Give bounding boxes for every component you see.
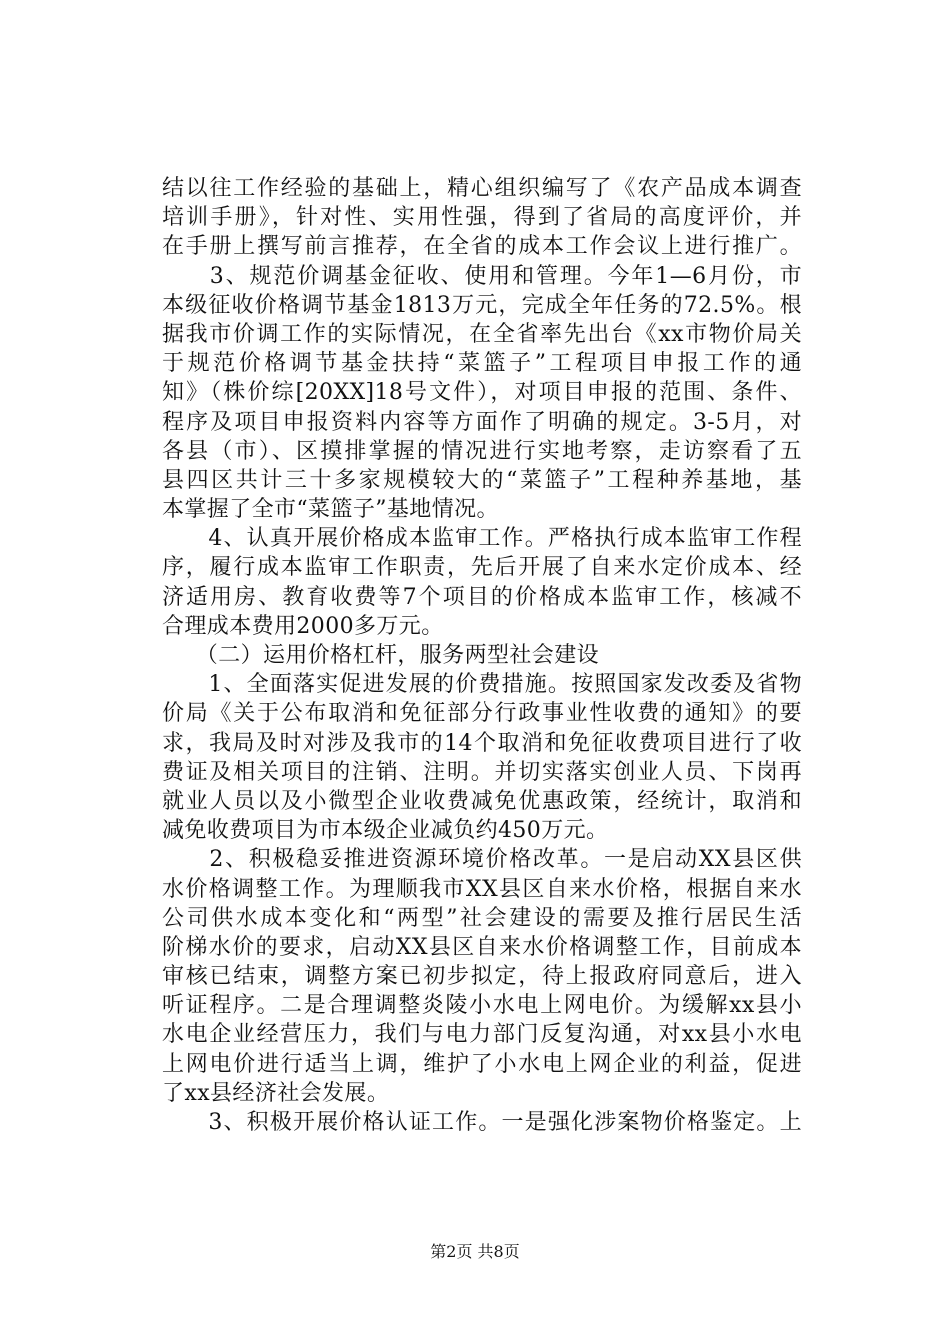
page-footer: 第2页 共8页 — [430, 1242, 520, 1261]
text-line: 程序及项目申报资料内容等方面作了明确的规定。3-5月，对 — [162, 409, 802, 435]
text-line: 减免收费项目为市本级企业减负约450万元。 — [162, 818, 609, 844]
text-line: 审核已结束，调整方案已初步拟定，待上报政府同意后，进入 — [162, 964, 802, 990]
text-line: 在手册上撰写前言推荐，在全省的成本工作会议上进行推广。 — [162, 234, 802, 260]
document-body — [162, 174, 802, 1137]
text-line: 县四区共计三十多家规模较大的“菜篮子”工程种养基地，基 — [162, 467, 802, 493]
text-line: 上网电价进行适当上调，维护了小水电上网企业的利益，促进 — [162, 1051, 802, 1077]
text-line: 水价格调整工作。为理顺我市XX县区自来水价格，根据自来水 — [162, 876, 802, 902]
text-line: 知》（株价综[20XX]18号文件），对项目申报的范围、条件、 — [162, 380, 802, 406]
text-line: 价局《关于公布取消和免征部分行政事业性收费的通知》的要 — [162, 701, 802, 727]
text-line: 济适用房、教育收费等7个项目的价格成本监审工作，核减不 — [162, 584, 802, 610]
text-line: 据我市价调工作的实际情况，在全省率先出台《xx市物价局关 — [162, 321, 802, 347]
text-line: 序，履行成本监审工作职责，先后开展了自来水定价成本、经 — [162, 555, 802, 581]
text-line: 听证程序。二是合理调整炎陵小水电上网电价。为缓解xx县小 — [162, 993, 802, 1019]
text-line: 各县（市）、区摸排掌握的情况进行实地考察，走访察看了五 — [162, 438, 802, 464]
text-line: （二）运用价格杠杆，服务两型社会建设 — [162, 643, 600, 668]
text-line: 1、全面落实促进发展的价费措施。按照国家发改委及省物 — [162, 672, 802, 698]
text-line: 本级征收价格调节基金1813万元，完成全年任务的72.5%。根 — [162, 292, 802, 318]
text-line: 于规范价格调节基金扶持“菜篮子”工程项目申报工作的通 — [162, 351, 802, 377]
text-line: 3、积极开展价格认证工作。一是强化涉案物价格鉴定。上 — [162, 1110, 802, 1135]
text-line: 公司供水成本变化和“两型”社会建设的需要及推行居民生活 — [162, 905, 802, 931]
text-line: 了xx县经济社会发展。 — [162, 1080, 390, 1106]
text-line: 就业人员以及小微型企业收费减免优惠政策，经统计，取消和 — [162, 788, 802, 814]
text-line: 水电企业经营压力，我们与电力部门反复沟通，对xx县小水电 — [162, 1022, 802, 1048]
text-line: 本掌握了全市“菜篮子”基地情况。 — [162, 497, 499, 523]
text-line: 4、认真开展价格成本监审工作。严格执行成本监审工作程 — [162, 526, 802, 552]
text-line: 合理成本费用2000多万元。 — [162, 613, 444, 639]
text-line: 培训手册》，针对性、实用性强，得到了省局的高度评价，并 — [162, 205, 802, 231]
text-line: 3、规范价调基金征收、使用和管理。今年1—6月份，市 — [162, 263, 802, 289]
text-line: 阶梯水价的要求，启动XX县区自来水价格调整工作，目前成本 — [162, 934, 802, 960]
text-line: 费证及相关项目的注销、注明。并切实落实创业人员、下岗再 — [162, 759, 802, 785]
text-line: 结以往工作经验的基础上，精心组织编写了《农产品成本调查 — [162, 176, 802, 201]
text-line: 2、积极稳妥推进资源环境价格改革。一是启动XX县区供 — [162, 847, 802, 873]
text-line: 求，我局及时对涉及我市的14个取消和免征收费项目进行了收 — [162, 730, 802, 756]
